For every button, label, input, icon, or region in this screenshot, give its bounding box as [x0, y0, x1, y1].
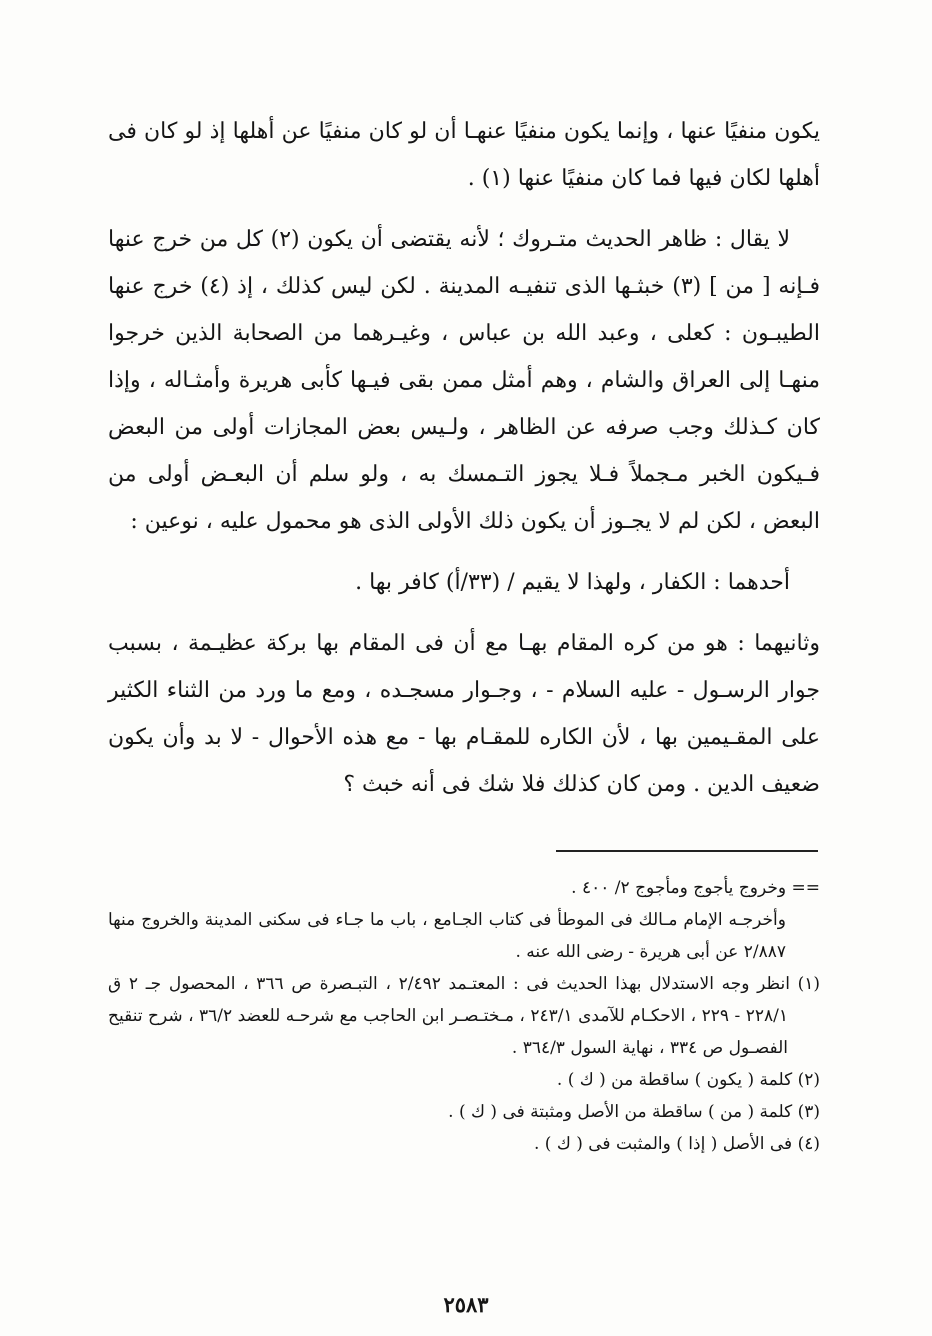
footnote: (٣) كلمة ( من ) ساقطة من الأصل ومثبتة فى ( ك ) . [448, 1102, 820, 1122]
footnote-separator [556, 850, 818, 852]
paragraph: لا يقال : ظاهر الحديث متـروك ؛ لأنه يقتضى أن يكون (٢) كل من خرج عنها فـإنه [ من ] (٣) خبثـها الذى تنفيـه المدينة . لكن ليس كذلك ، إذ (٤) خرج عنها الطيبـون : كعلى ، وعبد الله بن عباس ، وغيـرهما من الصحابة الذين خرجوا منهـا إلى العراق والشام ، وهم أمثل ممن بقى فيـها كأبى هريرة وأمثـاله ، وإذا كان كـذلك وجب صرفه عن الظاهر ، ولـيس بعض المجازات أولى من البعض فـيكون الخبر مـجملاً فـلا يجوز التـمسك به ، ولو سلم أن البعـض أولى من البعض ، لكن لم لا يجـوز أن يكون ذلك الأولى الذى هو محمول عليه ، نوعين : [108, 227, 820, 534]
page-number: ٢٥٨٣ [443, 1292, 489, 1317]
footnote: (٢) كلمة ( يكون ) ساقطة من ( ك ) . [556, 1070, 820, 1090]
paragraph: أحدهما : الكفار ، ولهذا لا يقيم / (٣٣/أ) كافر بها . [355, 570, 790, 595]
footnote-continuation: == وخروج يأجوج ومأجوج ٢/ ٤٠٠ . [571, 878, 820, 898]
footnote-continuation: وأخرجـه الإمام مـالك فى الموطأ فى كتاب الجـامع ، باب ما جـاء فى سكنى المدينة والخروج منها ٢/٨٨٧ عن أبى هريرة - رضى الله عنه . [108, 910, 786, 962]
footnote: (٤) فى الأصل ( إذا ) والمثبت فى ( ك ) . [533, 1134, 820, 1154]
footnote: (١) انظر وجه الاستدلال بهذا الحديث فى : المعتـمد ٢/٤٩٢ ، التبـصرة ص ٣٦٦ ، المحصول جـ ٢ ق ٢٢٨/١ - ٢٢٩ ، الاحكـام للآمدى ٢٤٣/١ ، مـختـصـر ابن الحاجب مع شرحـه للعضد ٣٦/٢ ، شرح تنقيح الفصـول ص ٣٣٤ ، نهاية السول ٣٦٤/٣ . [108, 974, 821, 1058]
paragraph: يكون منفيًا عنها ، وإنما يكون منفيًا عنهـا أن لو كان منفيًا عن أهلها إذ لو كان فى أهلها لكان فيها فما كان منفيًا عنها (١) . [108, 119, 820, 191]
paragraph: وثانيهما : هو من كره المقام بهـا مع أن فى المقام بها بركة عظيـمة ، بسبب جوار الرسـول - عليه السلام - ، وجـوار مسجـده ، ومع ما ورد من الثناء الكثير على المقـيمين بها ، لأن الكاره للمقـام بها - مع هذه الأحوال - لا بد وأن يكون ضعيف الدين . ومن كان كذلك فلا شك فى أنه خبث ؟ [108, 631, 820, 797]
footnotes [108, 872, 820, 1160]
main-text [108, 108, 820, 808]
